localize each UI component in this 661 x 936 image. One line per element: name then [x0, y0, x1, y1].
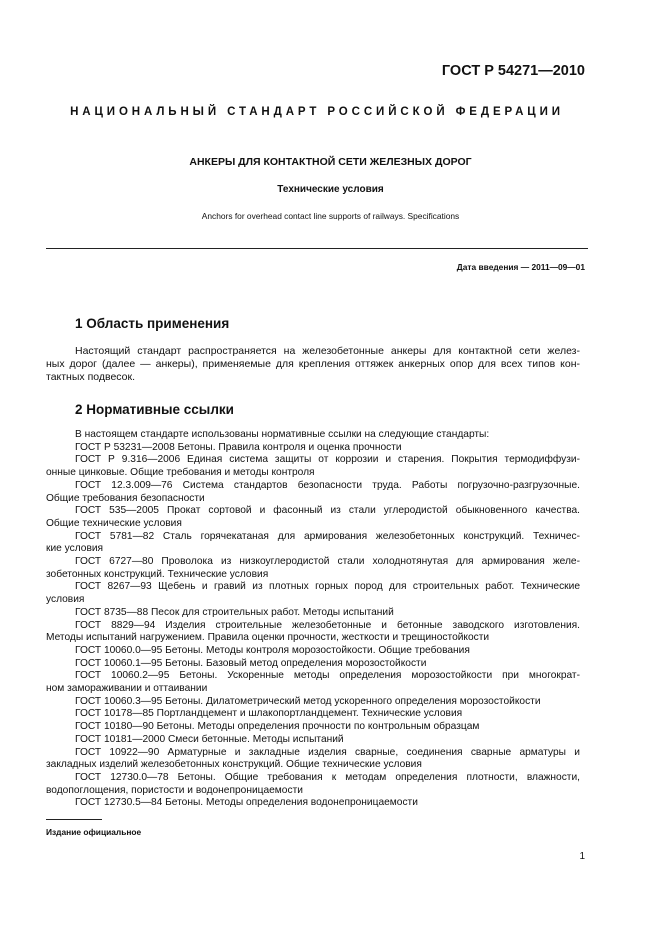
- document-number: ГОСТ Р 54271—2010: [441, 63, 585, 79]
- reference-line: ГОСТ 10060.0—95 Бетоны. Методы контроля морозостойкости. Общие требования: [75, 644, 470, 656]
- header-divider: [46, 248, 588, 249]
- reference-line: ГОСТ 10181—2000 Смеси бетонные. Методы испытаний: [75, 733, 344, 745]
- reference-line: зобетонных конструкций. Технические условия: [46, 568, 269, 580]
- section-heading-references: 2 Нормативные ссылки: [75, 402, 234, 417]
- reference-line: ГОСТ 10060.3—95 Бетоны. Дилатометрический метод ускоренного определения морозостойкости: [75, 695, 541, 707]
- reference-line: ГОСТ Р 53231—2008 Бетоны. Правила контроля и оценка прочности: [75, 441, 402, 453]
- scope-paragraph: [46, 345, 580, 384]
- reference-line: ГОСТ 10060.2—95 Бетоны. Ускоренные методы определения морозостойкости при многократ-: [75, 670, 580, 682]
- reference-line: Общие технические условия: [46, 517, 182, 529]
- document-subtitle: Технические условия: [277, 184, 384, 195]
- reference-line: условия: [46, 594, 85, 606]
- scope-line: Настоящий стандарт распространяется на железобетонные анкеры для контактной сети желез-: [75, 345, 580, 357]
- reference-line: водопоглощения, пористости и водонепроницаемости: [46, 784, 303, 796]
- english-title: Anchors for overhead contact line supports of railways. Specifications: [201, 211, 460, 221]
- reference-line: закладных изделий железобетонных конструкций. Общие технические условия: [46, 759, 422, 771]
- reference-line: онные цинковые. Общие требования и методы контроля: [46, 467, 315, 479]
- reference-line: ГОСТ 12730.5—84 Бетоны. Методы определения водонепроницаемости: [75, 797, 418, 809]
- document-title: АНКЕРЫ ДЛЯ КОНТАКТНОЙ СЕТИ ЖЕЛЕЗНЫХ ДОРОГ: [189, 156, 472, 168]
- reference-line: ГОСТ 8267—93 Щебень и гравий из плотных горных пород для строительных работ. Технические: [75, 581, 580, 593]
- scope-line: тактных подвесок.: [46, 371, 136, 383]
- reference-line: Методы испытаний нагружением. Правила оценки прочности, жесткости и трещиностойкости: [46, 632, 490, 644]
- reference-line: ГОСТ 10060.1—95 Бетоны. Базовый метод определения морозостойкости: [75, 657, 427, 669]
- scope-line: ных дорог (далее — анкеры), применяемые для крепления оттяжек анкерных опор для всех типов кон-: [46, 358, 580, 370]
- reference-line: ГОСТ 535—2005 Прокат сортовой и фасонный из стали углеродистой обыкновенного качества.: [75, 505, 580, 517]
- reference-line: ГОСТ 6727—80 Проволока из низкоуглеродистой стали холоднотянутая для армирования желе-: [75, 556, 580, 568]
- references-list: [46, 429, 580, 810]
- reference-line: ГОСТ 8829—94 Изделия строительные железобетонные и бетонные заводского изготовления.: [75, 619, 580, 631]
- reference-line: ГОСТ 12730.0—78 Бетоны. Общие требования к методам определения плотности, влажности,: [75, 771, 580, 783]
- reference-line: ГОСТ 12.3.009—76 Система стандартов безопасности труда. Работы погрузочно-разгрузочные.: [75, 479, 580, 491]
- page-number: 1: [579, 851, 585, 862]
- official-edition-label: Издание официальное: [46, 827, 142, 837]
- reference-line: кие условия: [46, 543, 104, 555]
- section-heading-scope: 1 Область применения: [75, 316, 230, 331]
- reference-line: Общие требования безопасности: [46, 492, 205, 504]
- reference-line: ном замораживании и оттаивании: [46, 683, 208, 695]
- reference-line: В настоящем стандарте использованы нормативные ссылки на следующие стандарты:: [75, 429, 490, 440]
- reference-line: ГОСТ 10178—85 Портландцемент и шлакопортландцемент. Технические условия: [75, 708, 463, 720]
- reference-line: ГОСТ 5781—82 Сталь горячекатаная для армирования железобетонных конструкций. Техничес-: [75, 530, 580, 542]
- reference-line: ГОСТ Р 9.316—2006 Единая система защиты от коррозии и старения. Покрытия термодиффузи-: [75, 454, 580, 466]
- reference-line: ГОСТ 8735—88 Песок для строительных работ. Методы испытаний: [75, 606, 394, 618]
- introduction-date: Дата введения — 2011—09—01: [456, 262, 585, 272]
- reference-line: ГОСТ 10922—90 Арматурные и закладные изделия сварные, соединения сварные арматуры и: [75, 746, 580, 758]
- reference-line: ГОСТ 10180—90 Бетоны. Методы определения прочности по контрольным образцам: [75, 721, 480, 733]
- national-standard-banner: НАЦИОНАЛЬНЫЙ СТАНДАРТ РОССИЙСКОЙ ФЕДЕРАЦИИ: [70, 106, 564, 118]
- footer-divider: [46, 819, 102, 820]
